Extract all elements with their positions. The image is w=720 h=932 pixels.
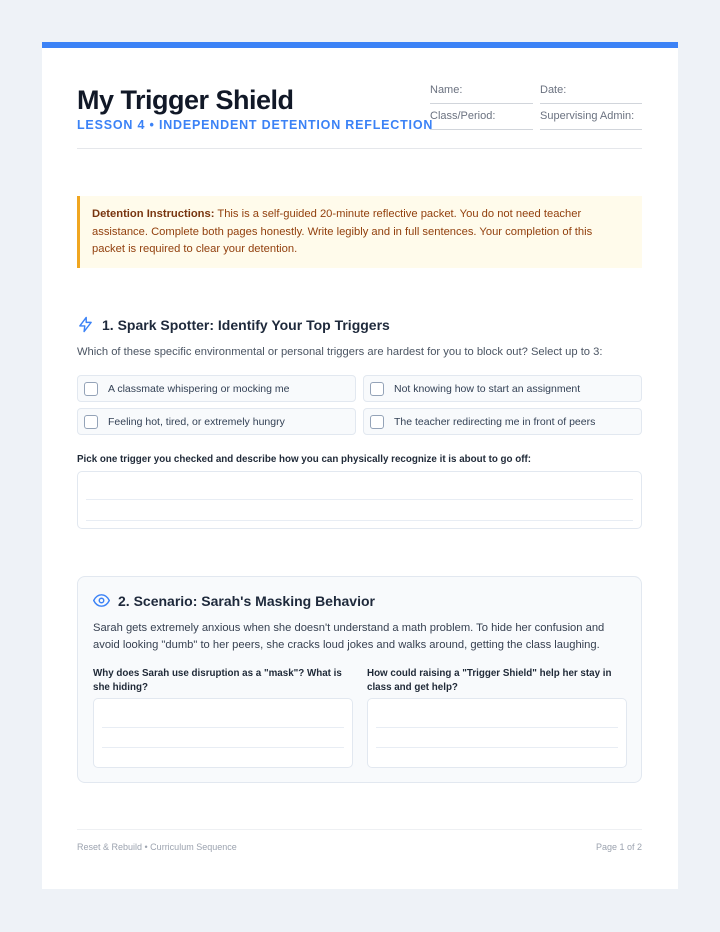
class-period-field[interactable] bbox=[430, 110, 533, 130]
section1-heading bbox=[77, 316, 390, 333]
class-period-label: Class/Period: bbox=[430, 110, 496, 122]
option-label: A classmate whispering or mocking me bbox=[108, 382, 290, 395]
lightning-icon bbox=[77, 316, 94, 333]
section1-question: Pick one trigger you checked and describe how you can physically recognize it is about to go off: bbox=[77, 454, 532, 465]
checkbox[interactable] bbox=[84, 415, 98, 429]
date-label: Date: bbox=[540, 84, 567, 96]
scenario-card bbox=[77, 576, 642, 783]
section2-heading bbox=[93, 592, 375, 609]
checkbox[interactable] bbox=[370, 415, 384, 429]
trigger-option-2[interactable] bbox=[363, 375, 642, 402]
supervising-admin-field[interactable] bbox=[540, 110, 642, 130]
footer-divider bbox=[77, 829, 642, 830]
section2-title: 2. Scenario: Sarah's Masking Behavior bbox=[118, 592, 375, 609]
worksheet-page bbox=[42, 42, 678, 889]
header-divider bbox=[77, 148, 642, 149]
section2-question-left: Why does Sarah use disruption as a "mask"? What is she hiding? bbox=[93, 668, 342, 693]
name-field[interactable] bbox=[430, 84, 533, 104]
accent-bar bbox=[42, 42, 678, 48]
trigger-option-3[interactable] bbox=[77, 408, 356, 435]
footer-left: Reset & Rebuild • Curriculum Sequence bbox=[77, 842, 237, 852]
option-label: The teacher redirecting me in front of peers bbox=[394, 415, 596, 428]
section2-answer-right[interactable] bbox=[367, 698, 627, 768]
trigger-option-1[interactable] bbox=[77, 375, 356, 402]
eye-icon bbox=[93, 592, 110, 609]
option-label: Feeling hot, tired, or extremely hungry bbox=[108, 415, 285, 428]
instructions-text: This is a self-guided 20-minute reflective packet. You do not need teacher assistance. Complete both pages honestly. Write legibly and in full sentences. Your completion of this packet is required to clear your detention. bbox=[92, 208, 593, 255]
date-field[interactable] bbox=[540, 84, 642, 104]
section1-prompt: Which of these specific environmental or personal triggers are hardest for you to block out? Select up to 3: bbox=[77, 346, 603, 358]
instructions-callout bbox=[77, 196, 642, 268]
page-number: Page 1 of 2 bbox=[595, 842, 642, 852]
option-label: Not knowing how to start an assignment bbox=[394, 382, 581, 395]
section2-answer-left[interactable] bbox=[93, 698, 353, 768]
page-title: My Trigger Shield bbox=[77, 85, 294, 115]
page-subtitle: LESSON 4 • INDEPENDENT DETENTION REFLECTION bbox=[77, 118, 434, 132]
checkbox[interactable] bbox=[370, 382, 384, 396]
name-label: Name: bbox=[430, 84, 463, 96]
scenario-text: Sarah gets extremely anxious when she doesn't understand a math problem. To hide her confusion and avoid looking "dumb" to her peers, she cracks loud jokes and walks around, getting the class laughing. bbox=[93, 622, 605, 651]
section2-question-right: How could raising a "Trigger Shield" help her stay in class and get help? bbox=[367, 668, 612, 693]
trigger-option-4[interactable] bbox=[363, 408, 642, 435]
checkbox[interactable] bbox=[84, 382, 98, 396]
section1-title: 1. Spark Spotter: Identify Your Top Triggers bbox=[102, 316, 390, 333]
section1-answer-box[interactable] bbox=[77, 471, 642, 529]
supervising-admin-label: Supervising Admin: bbox=[540, 110, 635, 122]
instructions-label: Detention Instructions: bbox=[92, 208, 215, 220]
